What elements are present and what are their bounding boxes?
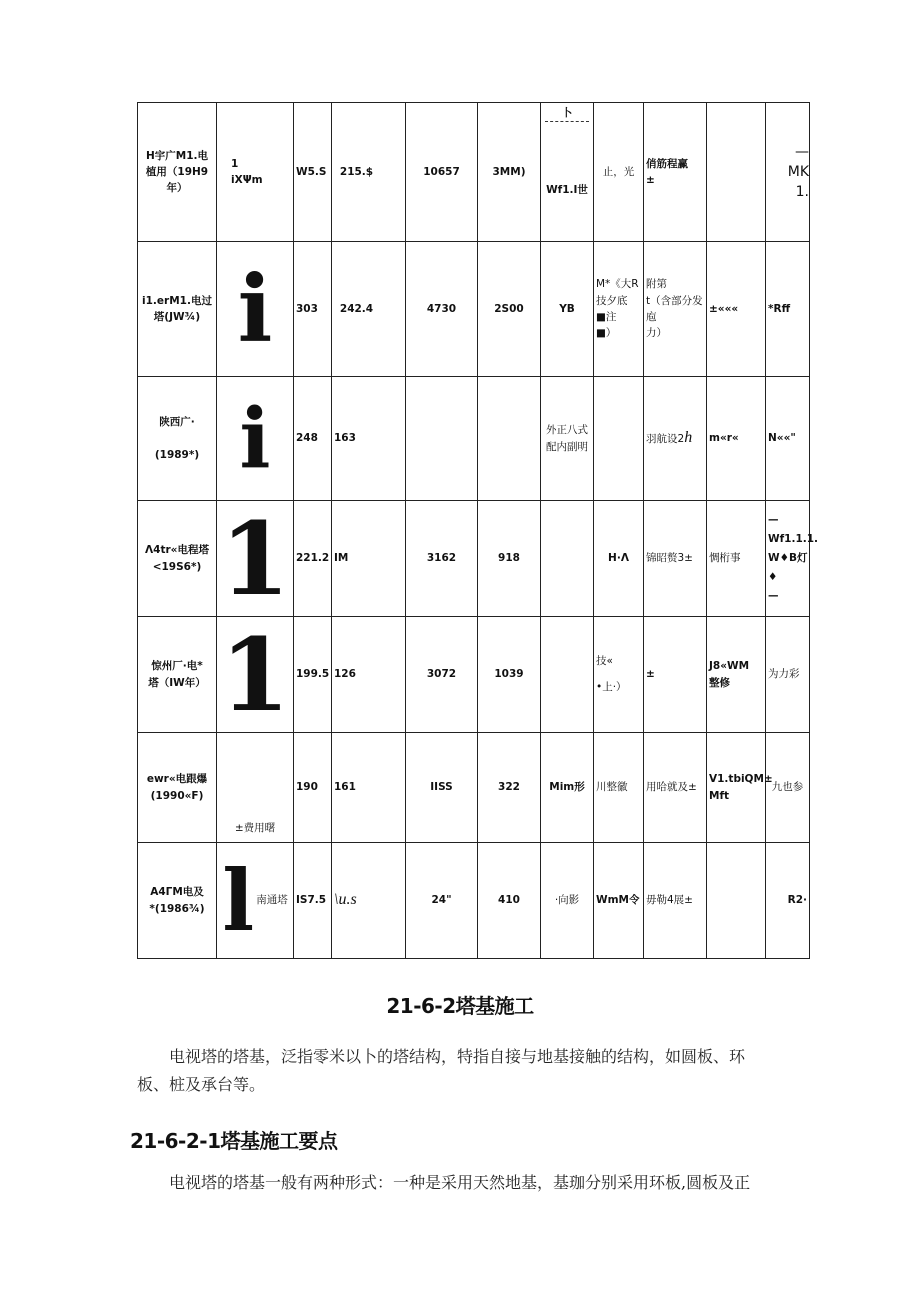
- value-cell: ±«««: [707, 242, 766, 377]
- value-cell: 322: [478, 733, 541, 843]
- value-cell: N««": [766, 377, 810, 501]
- value-cell: H·Λ: [594, 501, 644, 617]
- value-cell: Mim形: [541, 733, 594, 843]
- table-row: [138, 501, 810, 617]
- value-cell: [594, 377, 644, 501]
- value-cell: YB: [541, 242, 594, 377]
- value-cell: 2S00: [478, 242, 541, 377]
- value-cell: 俏筋程赢 ±: [644, 103, 707, 242]
- value-cell: 3162: [406, 501, 478, 617]
- value-cell: m«r«: [707, 377, 766, 501]
- tower-glyph-cell: i: [217, 377, 294, 501]
- table-row: [138, 103, 810, 242]
- value-cell: 242.4: [332, 242, 406, 377]
- value-cell: 190: [294, 733, 332, 843]
- subsection-heading: 21-6-2-1塔基施工要点: [130, 1129, 338, 1153]
- value-cell: 24": [406, 843, 478, 959]
- value-cell: R2·: [766, 843, 810, 959]
- tower-glyph-cell: i: [217, 242, 294, 377]
- paragraph: 电视塔的塔基一般有两种形式：一种是采用天然地基，基珈分别采用环板,圆板及正: [169, 1173, 751, 1192]
- value-cell: 惆桁事: [707, 501, 766, 617]
- value-cell: [707, 103, 766, 242]
- value-cell: 199.5: [294, 617, 332, 733]
- value-cell: [478, 377, 541, 501]
- value-cell: 为力彩: [766, 617, 810, 733]
- divider: [545, 121, 589, 122]
- table-row: [138, 617, 810, 733]
- value-cell: 用哈就及±: [644, 733, 707, 843]
- tower-name-cell: A4ΓM电及 *(1986¾): [138, 843, 217, 959]
- value-cell: ·向影: [541, 843, 594, 959]
- value-cell: 248: [294, 377, 332, 501]
- value-cell: 4730: [406, 242, 478, 377]
- tower-note-cell: ±费用曙: [217, 733, 294, 843]
- value-cell: [541, 501, 594, 617]
- value-cell: IISS: [406, 733, 478, 843]
- value-cell: 技« •上·）: [594, 617, 644, 733]
- value-cell: 163: [332, 377, 406, 501]
- tower-name-cell: i1.erM1.电过 塔(JW¾): [138, 242, 217, 377]
- value-cell: *Rff: [766, 242, 810, 377]
- value-cell: 221.2: [294, 501, 332, 617]
- tower-glyph-cell: l 南通塔: [217, 843, 294, 959]
- value-cell: 止，光: [594, 103, 644, 242]
- tower-name-cell: H宇广M1.电 植用（19H9 年）: [138, 103, 217, 242]
- value-cell: 215.$: [332, 103, 406, 242]
- value-cell: 羽航设2h: [644, 377, 707, 501]
- value-cell: [707, 843, 766, 959]
- table-row: [138, 377, 810, 501]
- value-cell: IM: [332, 501, 406, 617]
- value-cell: — MK 1.: [766, 103, 810, 242]
- value-cell: 303: [294, 242, 332, 377]
- value-cell: V1.tbiQM± Mft: [707, 733, 766, 843]
- tower-glyph-cell: 1: [217, 501, 294, 617]
- tower-name-cell: 陕西广· (1989*): [138, 377, 217, 501]
- value-cell: — Wf1.1.1. W♦B灯♦ —: [766, 501, 810, 617]
- value-cell: 126: [332, 617, 406, 733]
- value-cell: IS7.5: [294, 843, 332, 959]
- value-cell: M*《大R 技夕底 ■注 ■）: [594, 242, 644, 377]
- value-cell: 九也参: [766, 733, 810, 843]
- value-cell: 161: [332, 733, 406, 843]
- value-cell: 410: [478, 843, 541, 959]
- value-cell: 918: [478, 501, 541, 617]
- value-cell: 1039: [478, 617, 541, 733]
- value-cell: \u.s: [332, 843, 406, 959]
- value-cell: WmM令: [594, 843, 644, 959]
- section-heading: 21-6-2塔基施工: [386, 994, 534, 1018]
- value-cell: W5.S: [294, 103, 332, 242]
- tower-name-cell: 惊州厂·电* 塔（IW年）: [138, 617, 217, 733]
- value-cell: [406, 377, 478, 501]
- value-cell: 附第 t（含部分发 庖 力）: [644, 242, 707, 377]
- value-cell: 10657: [406, 103, 478, 242]
- tower-name-cell: Λ4tr«电程塔 <19S6*): [138, 501, 217, 617]
- tower-glyph-cell: 1: [217, 617, 294, 733]
- value-cell: J8«WM 整修: [707, 617, 766, 733]
- table-row: [138, 843, 810, 959]
- value-cell: 锦昭赘3±: [644, 501, 707, 617]
- value-cell: 毋勒4展±: [644, 843, 707, 959]
- paragraph: 电视塔的塔基，泛指零米以卜的塔结构，特指自接与地基接触的结构，如圆板、环 板、桩及承台等。: [137, 1047, 746, 1094]
- value-cell: 卜 Wf1.I世: [541, 103, 594, 242]
- tower-name-cell: ewr«电跟爆 (1990«F): [138, 733, 217, 843]
- value-cell: 3MM): [478, 103, 541, 242]
- value-cell: 外正八式 配内副明: [541, 377, 594, 501]
- tower-mark-cell: 1 iXΨm: [217, 103, 294, 242]
- value-cell: ±: [644, 617, 707, 733]
- value-cell: 川整徽: [594, 733, 644, 843]
- table-row: [138, 733, 810, 843]
- value-cell: 3072: [406, 617, 478, 733]
- tower-data-table: [137, 102, 819, 959]
- table-row: [138, 242, 810, 377]
- value-cell: [541, 617, 594, 733]
